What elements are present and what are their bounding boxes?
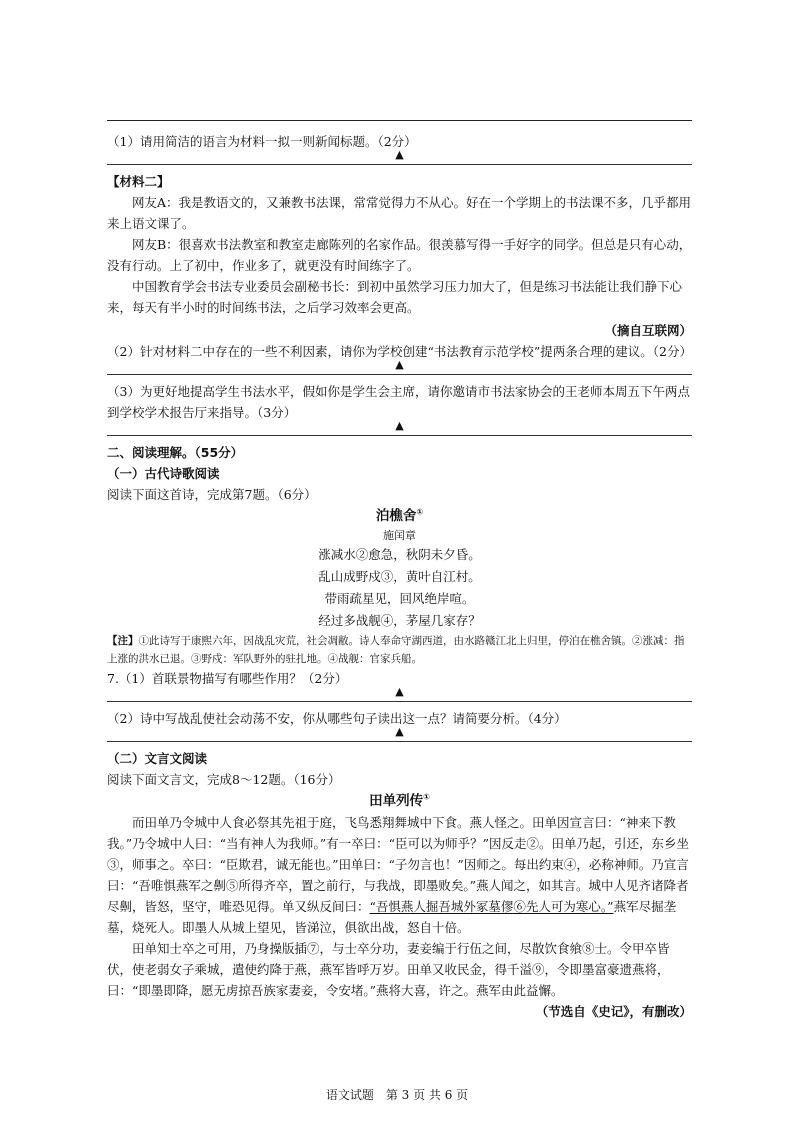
answer-line-q2	[107, 358, 692, 375]
material-2-paragraph-c: 中国教育学会书法专业委员会副秘书长：到初中虽然学习压力加大了，但是练习书法能让我们静下心来，每天有半小时的时间练书法，之后学习效率会更高。	[107, 279, 683, 315]
prose-title: 田单列传①	[369, 792, 430, 809]
material-2-source: （摘自互联网）	[604, 323, 692, 338]
page-footer: 语文试题 第 3 页 共 6 页	[325, 1088, 469, 1102]
answer-marker-icon: ▲	[395, 685, 404, 698]
answer-marker-icon: ▲	[395, 725, 404, 738]
answer-line-q7-2	[107, 725, 692, 742]
poem-line: 带雨疏星见，回风绝岸喧。	[324, 591, 475, 606]
answer-line-q3	[107, 419, 692, 436]
part-2-heading: 二、阅读理解。（55分）	[107, 445, 244, 460]
section-classical-heading: （二）文言文阅读	[107, 751, 208, 766]
prose-source: （节选自《史记》，有删改）	[535, 1004, 692, 1019]
material-2-paragraph-a: 网友A：我是教语文的，又兼教书法课，常常觉得力不从心。好在一个学期上的书法课不多，几乎都用来上语文课了。	[107, 195, 692, 231]
poem-line: 经过多战舰④，茅屋几家存？	[318, 613, 481, 628]
page-content	[107, 120, 692, 1022]
question-7-1: 7.（1）首联景物描写有哪些作用？（2分）	[107, 671, 348, 686]
question-2: （2）针对材料二中存在的一些不利因素，请你为学校创建“书法教育示范学校”提两条合理的建议。（2分）	[107, 344, 692, 359]
poem-author: 施闰章	[383, 529, 416, 542]
material-2-heading: 【材料二】	[107, 174, 170, 189]
answer-marker-icon: ▲	[395, 358, 404, 371]
prose-paragraph-1: 而田单乃令城中人食必祭其先祖于庭，飞鸟悉翔舞城中下食。燕人怪之。田单因宣言曰：“神来下教我。”乃令城中人曰：“当有神人为我师。”有一卒曰：“臣可以为师乎？”因反走②。田单乃起，引还，东乡坐③，师事之。卒曰：“臣欺君，诚无能也。”田单曰：“子勿言也！”因师之。每出约束④，必称神师。乃宣言曰：“吾唯惧燕军之劓⑤所得齐卒，置之前行，与我战，即墨败矣。”燕人闻之，如其言。城中人见齐诸降者尽劓，皆怒，坚守，唯恐见得。单又纵反间曰：“吾惧燕人掘吾城外冢墓僇⑥先人可为寒心。”燕军尽掘垄墓，烧死人。即墨人从城上望见，皆涕泣，俱欲出战，怒自十倍。	[107, 815, 689, 935]
question-1: （1）请用简洁的语言为材料一拟一则新闻标题。（2分）	[107, 134, 417, 149]
prose-paragraph-2: 田单知士卒之可用，乃身操版插⑦，与士卒分功，妻妾编于行伍之间，尽散饮食飨⑧士。令甲卒皆伏，使老弱女子乘城，遣使约降于燕，燕军皆呼万岁。田单又收民金，得千溢⑨，令即墨富豪遗燕将，曰：“即墨即降，愿无虏掠吾族家妻妾，令安堵。”燕将大喜，许之。燕军由此益懈。	[107, 941, 670, 998]
answer-line-q1	[107, 148, 692, 165]
material-2-paragraph-b: 网友B：很喜欢书法教室和教室走廊陈列的名家作品。很羡慕写得一手好字的同学。但总是只有心动，没有行动。上了初中，作业多了，就更没有时间练字了。	[107, 237, 692, 273]
poetry-instruction: 阅读下面这首诗，完成第7题。（6分）	[107, 487, 317, 502]
question-7-2: （2）诗中写战乱使社会动荡不安，你从哪些句子读出这一点？请简要分析。（4分）	[107, 711, 567, 726]
poem-line: 乱山成野戍③，黄叶自江村。	[318, 569, 481, 584]
answer-marker-icon: ▲	[395, 148, 404, 161]
answer-line-q7-1	[107, 685, 692, 702]
top-rule	[107, 120, 692, 121]
poem-title: 泊樵舍①	[375, 507, 424, 524]
poem-line: 涨减水②愈急，秋阴未夕昏。	[318, 547, 481, 562]
section-poetry-heading: （一）古代诗歌阅读	[107, 466, 220, 481]
classical-instruction: 阅读下面文言文，完成8～12题。（16分）	[107, 772, 341, 787]
underlined-sentence: “吾惧燕人掘吾城外冢墓僇⑥先人可为寒心。”	[369, 899, 614, 914]
answer-marker-icon: ▲	[395, 419, 404, 432]
poem-notes: 【注】①此诗写于康熙六年，因战乱灾荒，社会凋敝。诗人奉命守湖西道，由水路赣江北上归里，停泊在樵舍镇。②涨减：指上涨的洪水已退。③野戍：军队野外的驻扎地。④战舰：官家兵船。	[107, 635, 685, 665]
question-3: （3）为更好地提高学生书法水平，假如你是学生会主席，请你邀请市书法家协会的王老师本周五下午两点到学校学术报告厅来指导。（3分）	[107, 384, 690, 420]
